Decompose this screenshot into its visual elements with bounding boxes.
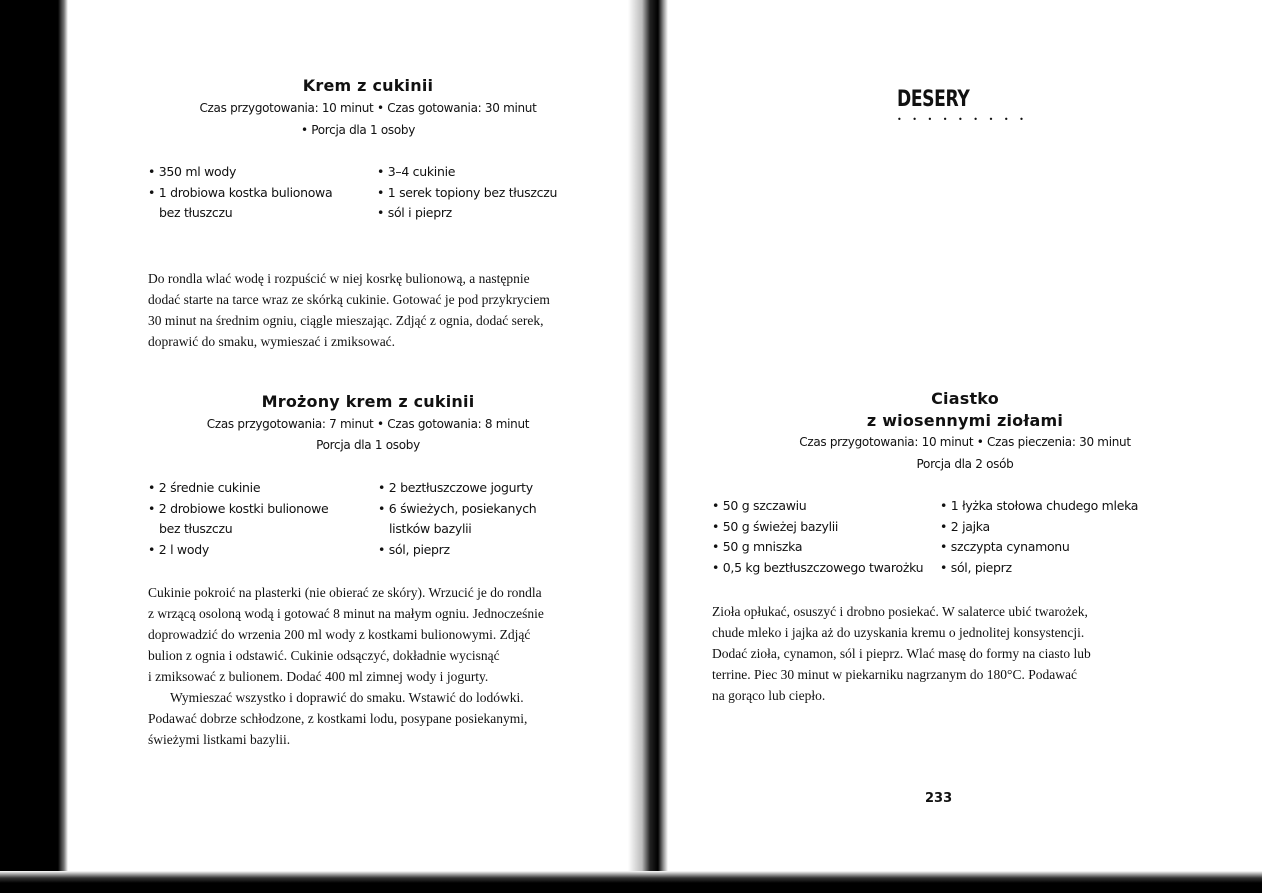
instruction-line: Dodać zioła, cynamon, sól i pieprz. Wlać masę do formy na ciasto lub xyxy=(712,646,1091,661)
recipe-title: Krem z cukinii xyxy=(302,76,434,95)
instruction-line: Cukinie pokroić na plasterki (nie obierać ze skóry). Wrzucić je do rondla xyxy=(148,585,542,600)
ingredients-column-1 xyxy=(148,478,328,560)
instruction-line: i zmiksować z bulionem. Dodać 400 ml zimnej wody i jogurty. xyxy=(148,669,489,684)
recipe-time-info: Czas przygotowania: 7 minut • Czas gotowania: 8 minut xyxy=(206,417,530,431)
ingredient-item: • 2 l wody xyxy=(148,541,209,557)
ingredient-item: bez tłuszczu xyxy=(159,521,233,536)
section-title: DESERY xyxy=(897,87,970,112)
ingredient-item: bez tłuszczu xyxy=(159,205,233,220)
instruction-line: doprawić do smaku, wymieszać i zmiksować. xyxy=(148,334,396,349)
ingredient-item: • 6 świeżych, posiekanych xyxy=(378,500,537,516)
ingredient-item: • 1 drobiowa kostka bulionowa xyxy=(148,184,333,200)
instruction-line: terrine. Piec 30 minut w piekarniku nagrzanym do 180°C. Podawać xyxy=(712,667,1077,682)
recipe-instructions xyxy=(148,268,618,352)
ingredient-item: • 3–4 cukinie xyxy=(377,164,456,179)
recipe-title-line-2: z wiosennymi ziołami xyxy=(866,411,1064,430)
instruction-line: Wymieszać wszystko i doprawić do smaku. Wstawić do lodówki. xyxy=(170,690,524,705)
recipe-time-info: Czas przygotowania: 10 minut • Czas gotowania: 30 minut xyxy=(199,101,537,115)
ingredient-item: • 2 średnie cukinie xyxy=(148,480,261,495)
ingredient-item: • 0,5 kg beztłuszczowego twarożku xyxy=(712,559,924,575)
instruction-line: chude mleko i jajka aż do uzyskania kremu o jednolitej konsystencji. xyxy=(712,625,1085,640)
recipe-servings: Porcja dla 1 osoby xyxy=(316,438,420,452)
section-title-underline: • • • • • • • • • xyxy=(897,115,1028,124)
ingredient-item: • 2 beztłuszczowe jogurty xyxy=(378,480,533,495)
ingredient-item: • 50 g mniszka xyxy=(712,539,803,554)
ingredient-item: • 1 łyżka stołowa chudego mleka xyxy=(940,498,1139,513)
ingredients-column-1 xyxy=(712,496,923,578)
recipe-title: Mrożony krem z cukinii xyxy=(261,392,475,411)
instruction-line: świeżymi listkami bazylii. xyxy=(148,732,291,747)
ingredient-item: • 50 g szczawiu xyxy=(712,498,807,513)
ingredient-item: • szczypta cynamonu xyxy=(940,539,1070,554)
ingredient-item: • sól, pieprz xyxy=(378,541,450,557)
instruction-line: Podawać dobrze schłodzone, z kostkami lodu, posypane posiekanymi, xyxy=(148,711,528,726)
instruction-line: Zioła opłukać, osuszyć i drobno posiekać. W salaterce ubić twarożek, xyxy=(712,604,1088,619)
scan-bottom-edge xyxy=(0,871,1262,893)
page-number: 233 xyxy=(925,791,953,806)
instruction-line: bulion z ognia i odstawić. Cukinie odsączyć, dokładnie wycisnąć xyxy=(148,648,500,663)
instruction-line: doprowadzić do wrzenia 200 ml wody z kostkami bulionowymi. Zdjąć xyxy=(148,627,531,642)
ingredients-column-2 xyxy=(940,496,1138,578)
instruction-line: z wrzącą osoloną wodą i gotować 8 minut na małym ogniu. Jednocześnie xyxy=(148,606,544,621)
recipe-instructions xyxy=(712,601,1182,706)
recipe-instructions xyxy=(148,582,618,750)
ingredient-item: listków bazylii xyxy=(389,521,472,536)
instruction-line: dodać starte na tarce wraz ze skórką cukinie. Gotować je pod przykryciem xyxy=(148,292,550,307)
ingredient-item: • 2 jajka xyxy=(940,518,990,534)
ingredient-item: • sól i pieprz xyxy=(377,205,452,220)
recipe-servings: • Porcja dla 1 osoby xyxy=(300,123,416,137)
instruction-line: 30 minut na średnim ogniu, ciągle mieszając. Zdjąć z ognia, dodać serek, xyxy=(148,313,544,328)
left-page xyxy=(68,0,628,870)
instruction-line: na gorąco lub ciepło. xyxy=(712,688,826,703)
recipe-title: Ciastko xyxy=(931,389,999,408)
ingredient-item: • 50 g świeżej bazylii xyxy=(712,518,839,534)
recipe-time-info: Czas przygotowania: 10 minut • Czas pieczenia: 30 minut xyxy=(799,435,1131,449)
ingredients-column-2 xyxy=(378,478,536,560)
right-page xyxy=(668,0,1262,870)
instruction-line: Do rondla wlać wodę i rozpuścić w niej kosrkę bulionową, a następnie xyxy=(148,271,530,286)
ingredient-item: • 350 ml wody xyxy=(148,164,237,179)
recipe-servings: Porcja dla 2 osób xyxy=(916,457,1014,471)
scan-left-edge xyxy=(0,0,68,893)
ingredients-column-2 xyxy=(377,162,557,224)
ingredients-column-1 xyxy=(148,162,332,224)
ingredient-item: • 1 serek topiony bez tłuszczu xyxy=(377,184,558,200)
ingredient-item: • sól, pieprz xyxy=(940,559,1012,575)
ingredient-item: • 2 drobiowe kostki bulionowe xyxy=(148,500,329,516)
